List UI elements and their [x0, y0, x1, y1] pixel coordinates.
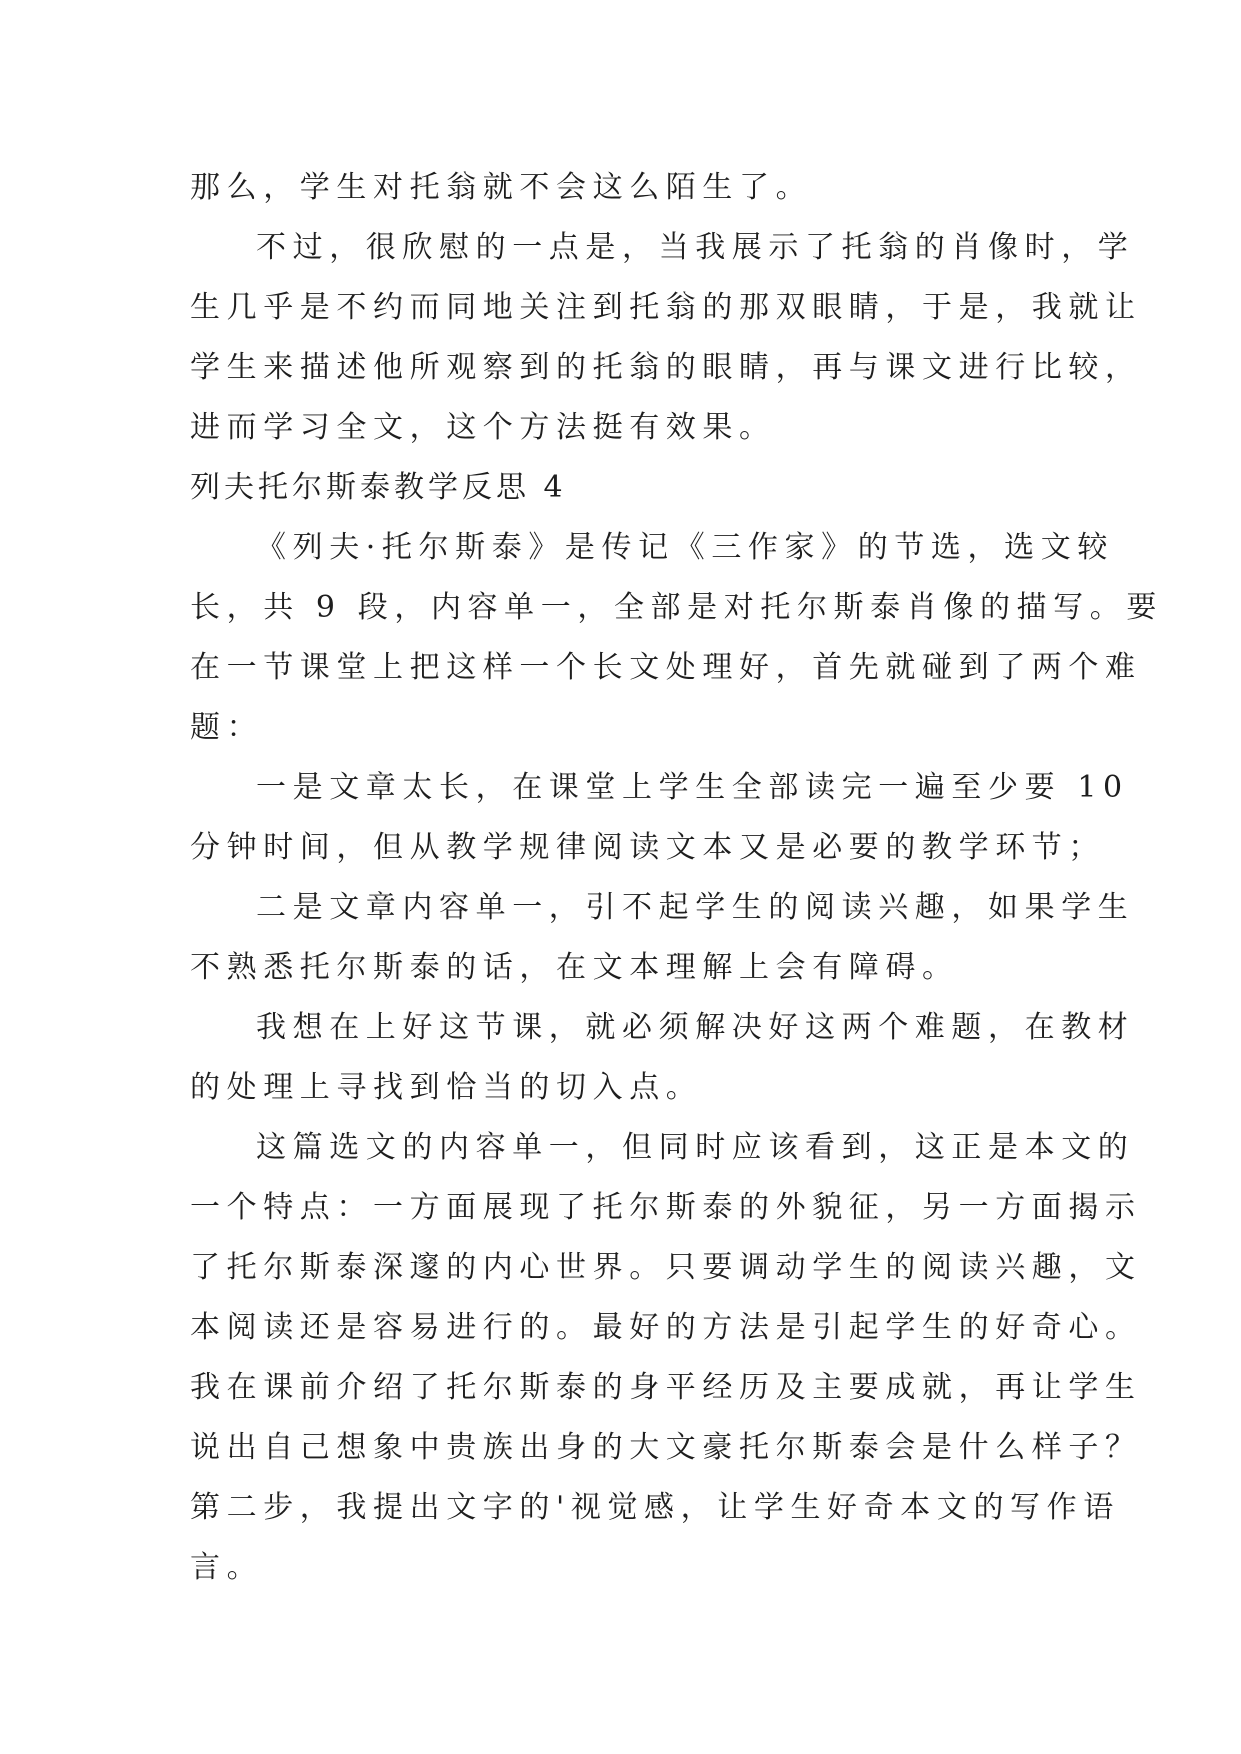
- text-line: 了托尔斯泰深邃的内心世界。只要调动学生的阅读兴趣，文: [190, 1250, 1142, 1285]
- text-line: 进而学习全文，这个方法挺有效果。: [190, 410, 776, 445]
- text-line: 不熟悉托尔斯泰的话，在文本理解上会有障碍。: [190, 950, 959, 985]
- text-line: 那么，学生对托翁就不会这么陌生了。: [190, 170, 813, 205]
- text-line: 一个特点：一方面展现了托尔斯泰的外貌征，另一方面揭示: [190, 1190, 1142, 1225]
- text-line: 生几乎是不约而同地关注到托翁的那双眼睛，于是，我就让: [190, 290, 1142, 325]
- text-line: 分钟时间，但从教学规律阅读文本又是必要的教学环节；: [190, 830, 1105, 865]
- text-line: 在一节课堂上把这样一个长文处理好，首先就碰到了两个难: [190, 650, 1142, 685]
- text-line: 这篇选文的内容单一，但同时应该看到，这正是本文的: [256, 1130, 1135, 1165]
- text-line: 长，共 9 段，内容单一，全部是对托尔斯泰肖像的描写。要: [190, 590, 1163, 625]
- section-heading: 列夫托尔斯泰教学反思 4: [190, 470, 567, 505]
- text-line: 言。: [190, 1550, 264, 1585]
- text-line: 一是文章太长，在课堂上学生全部读完一遍至少要 10: [256, 770, 1129, 805]
- text-line: 题：: [190, 710, 264, 745]
- text-line: 第二步，我提出文字的'视觉感，让学生好奇本文的写作语: [190, 1490, 1120, 1525]
- text-line: 不过，很欣慰的一点是，当我展示了托翁的肖像时，学: [256, 230, 1135, 265]
- text-line: 《列夫·托尔斯泰》是传记《三作家》的节选，选文较: [256, 530, 1114, 565]
- text-line: 学生来描述他所观察到的托翁的眼睛，再与课文进行比较，: [190, 350, 1142, 385]
- text-line: 我在课前介绍了托尔斯泰的身平经历及主要成就，再让学生: [190, 1370, 1142, 1405]
- text-line: 二是文章内容单一，引不起学生的阅读兴趣，如果学生: [256, 890, 1135, 925]
- text-line: 我想在上好这节课，就必须解决好这两个难题，在教材: [256, 1010, 1135, 1045]
- text-line: 的处理上寻找到恰当的切入点。: [190, 1070, 703, 1105]
- text-line: 本阅读还是容易进行的。最好的方法是引起学生的好奇心。: [190, 1310, 1142, 1345]
- text-line: 说出自己想象中贵族出身的大文豪托尔斯泰会是什么样子？: [190, 1430, 1142, 1465]
- document-page: [190, 158, 1163, 1598]
